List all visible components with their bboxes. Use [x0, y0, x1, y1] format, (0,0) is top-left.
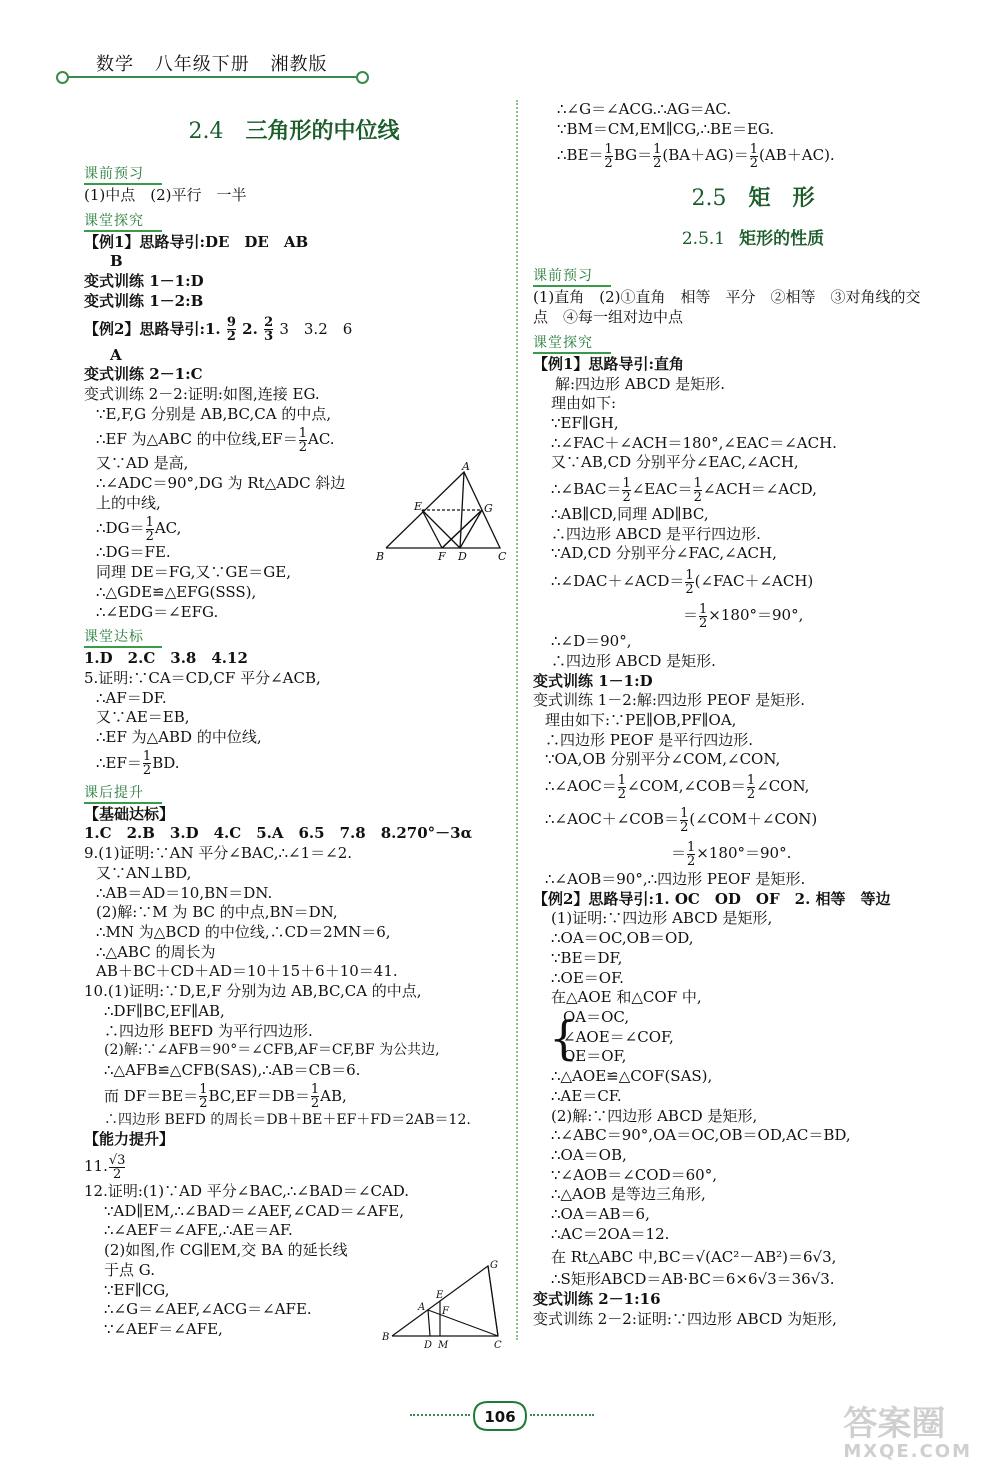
- fraction: [311, 1083, 319, 1110]
- label-c: C: [498, 550, 507, 563]
- text-line: 又∵AD 是高,: [96, 454, 189, 473]
- text-line: ∴AC＝2OA＝12.: [551, 1224, 670, 1243]
- left-column: [84, 100, 504, 1340]
- tag-preview: 课前预习: [84, 163, 162, 185]
- text-span: 而 DF＝BE＝: [104, 1086, 199, 1105]
- text-line: ∵∠AEF＝∠AFE,: [104, 1319, 223, 1338]
- text-line: ∴OE＝OF.: [551, 968, 624, 987]
- column-divider: [516, 100, 518, 1340]
- numerator: 1: [298, 425, 307, 441]
- text-line: ∴OA＝OB,: [551, 1145, 627, 1164]
- page-number-badge: [470, 1398, 530, 1434]
- text-line: ∵∠AOB＝∠COD＝60°,: [551, 1165, 717, 1184]
- text-line: ∵BM＝CM,EM∥CG,∴BE＝EG.: [557, 119, 775, 138]
- fraction: [605, 143, 613, 170]
- text-span: 【例2】思路导引:1.: [84, 319, 221, 338]
- denominator: 2: [142, 763, 152, 779]
- text-line: 【例1】思路导引:直角: [533, 354, 684, 373]
- text-span: ×180°＝90°.: [696, 844, 792, 863]
- text-line: ∴四边形 ABCD 是平行四边形.: [551, 524, 761, 543]
- text-line: 变式训练 1－2:B: [84, 291, 204, 310]
- text-line: 变式训练 2－2:证明:∵四边形 ABCD 为矩形,: [533, 1309, 837, 1328]
- text-span: 3 3.2 6: [279, 319, 353, 338]
- text-line: ∵EF∥CG,: [104, 1280, 170, 1299]
- text-span: ∴∠AOC＝: [545, 777, 617, 796]
- numerator: 1: [746, 772, 756, 788]
- text-line: 10.(1)证明:∵D,E,F 分别为边 AB,BC,CA 的中点,: [84, 982, 422, 1001]
- text-line: ∴AF＝DF.: [96, 688, 167, 707]
- label-f: F: [442, 1306, 449, 1317]
- denominator: 2: [746, 786, 756, 802]
- tag-practice: 课堂达标: [84, 626, 162, 648]
- segment-gd: [460, 510, 482, 548]
- header-dot-right: [356, 71, 369, 84]
- numerator: 1: [693, 475, 702, 491]
- label-c: C: [494, 1340, 502, 1350]
- header-rule: [62, 76, 362, 78]
- text-line: ∴△AFB≌△CFB(SAS),∴AB＝CB＝6.: [104, 1060, 361, 1079]
- text-span: (∠COM＋∠CON): [689, 810, 818, 829]
- label-b: B: [376, 550, 385, 563]
- text-line: (2)如图,作 CG∥EM,交 BA 的延长线: [104, 1241, 348, 1260]
- text-line: 12.证明:(1)∵AD 平分∠BAC,∴∠BAD＝∠CAD.: [84, 1182, 410, 1201]
- watermark: [843, 1406, 972, 1462]
- text-line: ∴∠EDG＝∠EFG.: [96, 602, 219, 621]
- figure-triangle-2: [380, 1260, 508, 1350]
- numerator: 1: [617, 772, 627, 788]
- section-title-2-4: [84, 114, 504, 145]
- text-line: 变式训练 1－1:D: [533, 671, 653, 690]
- fraction: [264, 316, 273, 343]
- label-e: E: [414, 500, 423, 513]
- text-line: ∴∠FAC＋∠ACH＝180°,∠EAC＝∠ACH.: [551, 433, 837, 452]
- text-line: 又∵AE＝EB,: [96, 708, 190, 727]
- text-line: ∴△AOE≌△COF(SAS),: [551, 1067, 713, 1086]
- denominator: 2: [699, 615, 708, 631]
- figure-triangle-1: [376, 462, 508, 566]
- text-line: (1)证明:∵四边形 ABCD 是矩形,: [551, 909, 773, 928]
- text-line: ∵OA,OB 分别平分∠COM,∠CON,: [545, 750, 781, 769]
- text-line: 1.D 2.C 3.8 4.12: [84, 649, 248, 668]
- text-span: 11.: [84, 1157, 108, 1176]
- segment-ef: [422, 510, 442, 548]
- numerator: 1: [604, 141, 613, 157]
- text-span: BC,EF＝DB＝: [208, 1086, 310, 1105]
- numerator: 9: [226, 315, 236, 331]
- text-line: ∴EF 为△ABD 的中位线,: [96, 728, 262, 747]
- text-line: [84, 1150, 504, 1182]
- denominator: 2: [298, 439, 307, 455]
- text-line: ∴△GDE≌△EFG(SSS),: [96, 582, 257, 601]
- section-name: 三角形的中位线: [245, 119, 400, 144]
- text-span: ∴EF 为△ABC 的中位线,EF＝: [96, 430, 298, 449]
- text-line: (2)解:∵M 为 BC 的中点,BN＝DN,: [96, 903, 338, 922]
- text-line: OA＝OC,: [563, 1007, 630, 1026]
- numerator: 1: [749, 141, 759, 157]
- text-line: (2)解:∵四边形 ABCD 是矩形,: [551, 1106, 758, 1125]
- numerator: 1: [687, 839, 696, 855]
- text-line: ∴∠ADC＝90°,DG 为 Rt△ADC 斜边: [96, 474, 346, 493]
- segment-gc: [488, 1266, 498, 1336]
- text-span: ∴∠DAC＋∠ACD＝: [551, 572, 685, 591]
- label-d: D: [458, 550, 467, 563]
- footer-dots-right: [530, 1414, 594, 1418]
- text-line: ∴S矩形ABCD＝AB·BC＝6×6√3＝36√3.: [551, 1270, 835, 1289]
- text-line: 在 Rt△ABC 中,BC＝√(AC²－AB²)＝6√3,: [551, 1248, 837, 1267]
- text-span: ∴∠AOC＋∠COB＝: [545, 810, 680, 829]
- text-line: 点 ④每一组对边中点: [533, 308, 684, 327]
- label-g: G: [484, 502, 493, 515]
- fraction: [109, 1154, 126, 1181]
- left-brace-icon: {: [549, 1010, 579, 1065]
- text-span: ∠ACH＝∠ACD,: [702, 480, 817, 499]
- header-edition: 湘教版: [270, 54, 328, 75]
- text-line: 变式训练 1－1:D: [84, 272, 204, 291]
- text-line: ∴DF∥BC,EF∥AB,: [104, 1001, 225, 1020]
- numerator: 1: [310, 1082, 320, 1098]
- denominator: 2: [693, 489, 702, 505]
- text-span: ∴∠BAC＝: [551, 480, 622, 499]
- text-span: ∴DG＝: [96, 519, 145, 538]
- label-m: M: [438, 1340, 449, 1350]
- text-line: ∴∠AEF＝∠AFE,∴AE＝AF.: [104, 1221, 293, 1240]
- denominator: 2: [604, 155, 613, 171]
- text-line: ∴∠D＝90°,: [551, 632, 632, 651]
- label-b: B: [382, 1332, 390, 1343]
- text-line: [533, 836, 973, 870]
- text-line: ∴DG＝FE.: [96, 543, 171, 562]
- tag-preview: 课前预习: [533, 265, 611, 287]
- text-line: 又∵AB,CD 分别平分∠EAC,∠ACH,: [551, 453, 799, 472]
- numerator: 1: [685, 567, 694, 583]
- fraction: [694, 477, 702, 504]
- denominator: 2: [687, 853, 696, 869]
- text-line: [533, 473, 973, 505]
- text-line: 理由如下:: [551, 394, 617, 413]
- text-line: 9.(1)证明:∵AN 平分∠BAC,∴∠1＝∠2.: [84, 844, 353, 863]
- text-span: ∠EAC＝: [631, 480, 693, 499]
- text-line: 【例1】思路导引:DE DE AB: [84, 232, 309, 251]
- numerator: √3: [108, 1152, 126, 1168]
- header-subject: 数学: [96, 54, 134, 75]
- text-span: (BA＋AG)＝: [662, 146, 749, 165]
- text-line: ∴△AOB 是等边三角形,: [551, 1185, 706, 1204]
- numerator: 2: [264, 315, 274, 331]
- text-line: ∴四边形 PEOF 是平行四边形.: [545, 730, 754, 749]
- section-number: 2.4: [188, 119, 224, 144]
- text-line: ∠AOE＝∠COF,: [563, 1027, 674, 1046]
- text-line: [533, 598, 973, 632]
- fraction: [199, 1083, 207, 1110]
- text-line: [533, 770, 973, 802]
- fraction: [146, 516, 154, 543]
- text-line: ∴四边形 BEFD 的周长＝DB＋BE＋EF＋FD＝2AB＝12.: [104, 1111, 471, 1128]
- header-grade: 八年级下册: [154, 54, 250, 75]
- text-line: [84, 748, 504, 778]
- text-line: 理由如下:∵PE∥OB,PF∥OA,: [545, 710, 737, 729]
- text-span: ＝: [671, 844, 687, 863]
- text-line: [533, 802, 973, 836]
- tag-explore: 课堂探究: [533, 332, 611, 354]
- subsection-title-2-5-1: [533, 224, 973, 249]
- numerator: 1: [622, 475, 631, 491]
- text-line: 同理 DE＝FG,又∵GE＝GE,: [96, 563, 292, 582]
- footer-dots-left: [410, 1414, 470, 1418]
- tag-explore: 课堂探究: [84, 210, 162, 232]
- text-line: [84, 312, 504, 346]
- text-line: 【基础达标】: [84, 804, 175, 823]
- label-a: A: [418, 1302, 426, 1313]
- numerator: 1: [145, 514, 154, 530]
- header-text: [96, 50, 341, 76]
- text-line: [84, 424, 504, 454]
- denominator: 2: [113, 1166, 122, 1182]
- label-f: F: [438, 550, 446, 563]
- text-line: 变式训练 2－2:证明:如图,连接 EG.: [84, 384, 320, 403]
- header-dot-left: [56, 71, 69, 84]
- tag-after-class: 课后提升: [84, 782, 162, 804]
- text-span: ∴BE＝: [557, 146, 604, 165]
- denominator: 2: [226, 329, 236, 345]
- subsection-name: 矩形的性质: [739, 229, 825, 250]
- text-line: AB＋BC＋CD＋AD＝10＋15＋6＋10＝41.: [96, 962, 398, 981]
- text-line: 【能力提升】: [84, 1130, 175, 1149]
- text-line: 解:四边形 ABCD 是矩形.: [555, 374, 725, 393]
- triangle-bgc: [392, 1266, 498, 1336]
- numerator: 1: [653, 141, 662, 157]
- text-line: ∴MN 为△BCD 的中位线,∴CD＝2MN＝6,: [96, 922, 391, 941]
- denominator: 3: [264, 329, 274, 345]
- fraction: [687, 841, 695, 868]
- text-line: 5.证明:∵CA＝CD,CF 平分∠ACB,: [84, 668, 321, 687]
- label-d: D: [424, 1340, 433, 1350]
- text-line: (1)直角 (2)①直角 相等 平分 ②相等 ③对角线的交: [533, 288, 921, 307]
- brace-system: [533, 1008, 973, 1067]
- text-line: ∴AB＝AD＝10,BN＝DN.: [96, 883, 273, 902]
- text-line: ∴AE＝CF.: [551, 1086, 622, 1105]
- section-name: 矩 形: [748, 186, 815, 212]
- text-line: ∴△ABC 的周长为: [96, 942, 216, 961]
- text-span: BD.: [152, 753, 180, 772]
- text-line: ∴AB∥CD,同理 AD∥BC,: [551, 505, 709, 524]
- section-title-2-5: [533, 181, 973, 212]
- numerator: 1: [699, 601, 708, 617]
- label-e: E: [436, 1290, 444, 1301]
- text-line: ∵AD,CD 分别平分∠FAC,∠ACH,: [551, 544, 777, 563]
- text-line: ∴OA＝AB＝6,: [551, 1205, 650, 1224]
- text-span: ∠CON,: [756, 777, 810, 796]
- fraction: [622, 477, 630, 504]
- segment-ad: [428, 1310, 430, 1336]
- text-span: AC.: [308, 430, 335, 449]
- text-span: AB,: [320, 1086, 347, 1105]
- text-line: [84, 1081, 504, 1111]
- fraction: [227, 316, 236, 343]
- text-span: 2.: [242, 319, 258, 338]
- fraction: [747, 774, 755, 801]
- denominator: 2: [310, 1096, 320, 1112]
- text-line: ∴∠G＝∠ACG.∴AG＝AC.: [557, 100, 732, 118]
- text-span: ×180°＝90°,: [708, 606, 804, 625]
- text-line: [533, 564, 973, 598]
- text-line: ∵BE＝DF,: [551, 948, 623, 967]
- denominator: 2: [622, 489, 631, 505]
- denominator: 2: [145, 528, 154, 544]
- numerator: 1: [199, 1082, 208, 1098]
- text-line: ∵EF∥GH,: [551, 413, 619, 432]
- text-line: A: [110, 345, 122, 364]
- segment-ed: [422, 510, 460, 548]
- denominator: 2: [199, 1096, 208, 1112]
- fraction: [699, 603, 707, 630]
- text-line: 在△AOE 和△COF 中,: [551, 988, 702, 1007]
- text-line: 【例2】思路导引:1. OC OD OF 2. 相等 等边: [533, 889, 891, 908]
- text-span: (AB＋AC).: [759, 146, 835, 165]
- fraction: [685, 569, 693, 596]
- label-g: G: [490, 1260, 498, 1271]
- text-line: 变式训练 2－1:16: [533, 1290, 661, 1309]
- watermark-url: MXQE.COM: [843, 1441, 972, 1462]
- text-span: AC,: [154, 519, 182, 538]
- text-line: (1)中点 (2)平行 一半: [84, 186, 247, 204]
- text-span: BG＝: [613, 146, 653, 165]
- text-line: ∵AD∥EM,∴∠BAD＝∠AEF,∠CAD＝∠AFE,: [104, 1201, 405, 1220]
- fraction: [653, 143, 661, 170]
- fraction: [750, 143, 758, 170]
- text-line: B: [110, 252, 123, 271]
- text-line: ∴∠G＝∠AEF,∠ACG＝∠AFE.: [104, 1300, 312, 1319]
- text-line: ∴∠AOB＝90°,∴四边形 PEOF 是矩形.: [545, 870, 806, 889]
- text-line: 于点 G.: [104, 1260, 155, 1279]
- numerator: 1: [142, 749, 152, 765]
- text-line: ∵E,F,G 分别是 AB,BC,CA 的中点,: [96, 404, 332, 423]
- section-number: 2.5: [691, 186, 727, 212]
- page-number: 106: [484, 1408, 516, 1426]
- text-line: 变式训练 2－1:C: [84, 365, 203, 384]
- denominator: 2: [653, 155, 662, 171]
- text-line: 1.C 2.B 3.D 4.C 5.A 6.5 7.8 8.270°－3α: [84, 824, 473, 843]
- segment-ac: [428, 1310, 498, 1336]
- text-line: [533, 139, 973, 171]
- text-line: (2)解:∵∠AFB＝90°＝∠CFB,AF＝CF,BF 为公共边,: [104, 1042, 440, 1059]
- fraction: [618, 774, 626, 801]
- text-span: ＝: [683, 606, 699, 625]
- fraction: [299, 427, 307, 454]
- text-line: 变式训练 1－2:解:四边形 PEOF 是矩形.: [533, 691, 806, 710]
- numerator: 1: [680, 805, 689, 821]
- text-span: ∴EF＝: [96, 753, 142, 772]
- text-line: ∴OA＝OC,OB＝OD,: [551, 929, 694, 948]
- subsection-number: 2.5.1: [681, 229, 726, 250]
- text-line: ∴四边形 ABCD 是矩形.: [551, 651, 716, 670]
- denominator: 2: [749, 155, 759, 171]
- fraction: [680, 807, 688, 834]
- text-line: ∴∠ABC＝90°,OA＝OC,OB＝OD,AC＝BD,: [551, 1126, 851, 1145]
- text-line: 又∵AN⊥BD,: [96, 863, 192, 882]
- denominator: 2: [680, 819, 689, 835]
- text-line: ∴四边形 BEFD 为平行四边形.: [104, 1021, 313, 1040]
- text-span: ∠COM,∠COB＝: [627, 777, 746, 796]
- text-line: OE＝OF,: [563, 1047, 627, 1066]
- denominator: 2: [617, 786, 627, 802]
- fraction: [143, 750, 151, 777]
- label-a: A: [462, 462, 470, 473]
- watermark-logo: 答案圈: [843, 1404, 946, 1444]
- denominator: 2: [685, 581, 694, 597]
- text-span: (∠FAC＋∠ACH): [694, 572, 814, 591]
- right-column: [533, 100, 973, 1330]
- text-line: 上的中线,: [96, 493, 161, 512]
